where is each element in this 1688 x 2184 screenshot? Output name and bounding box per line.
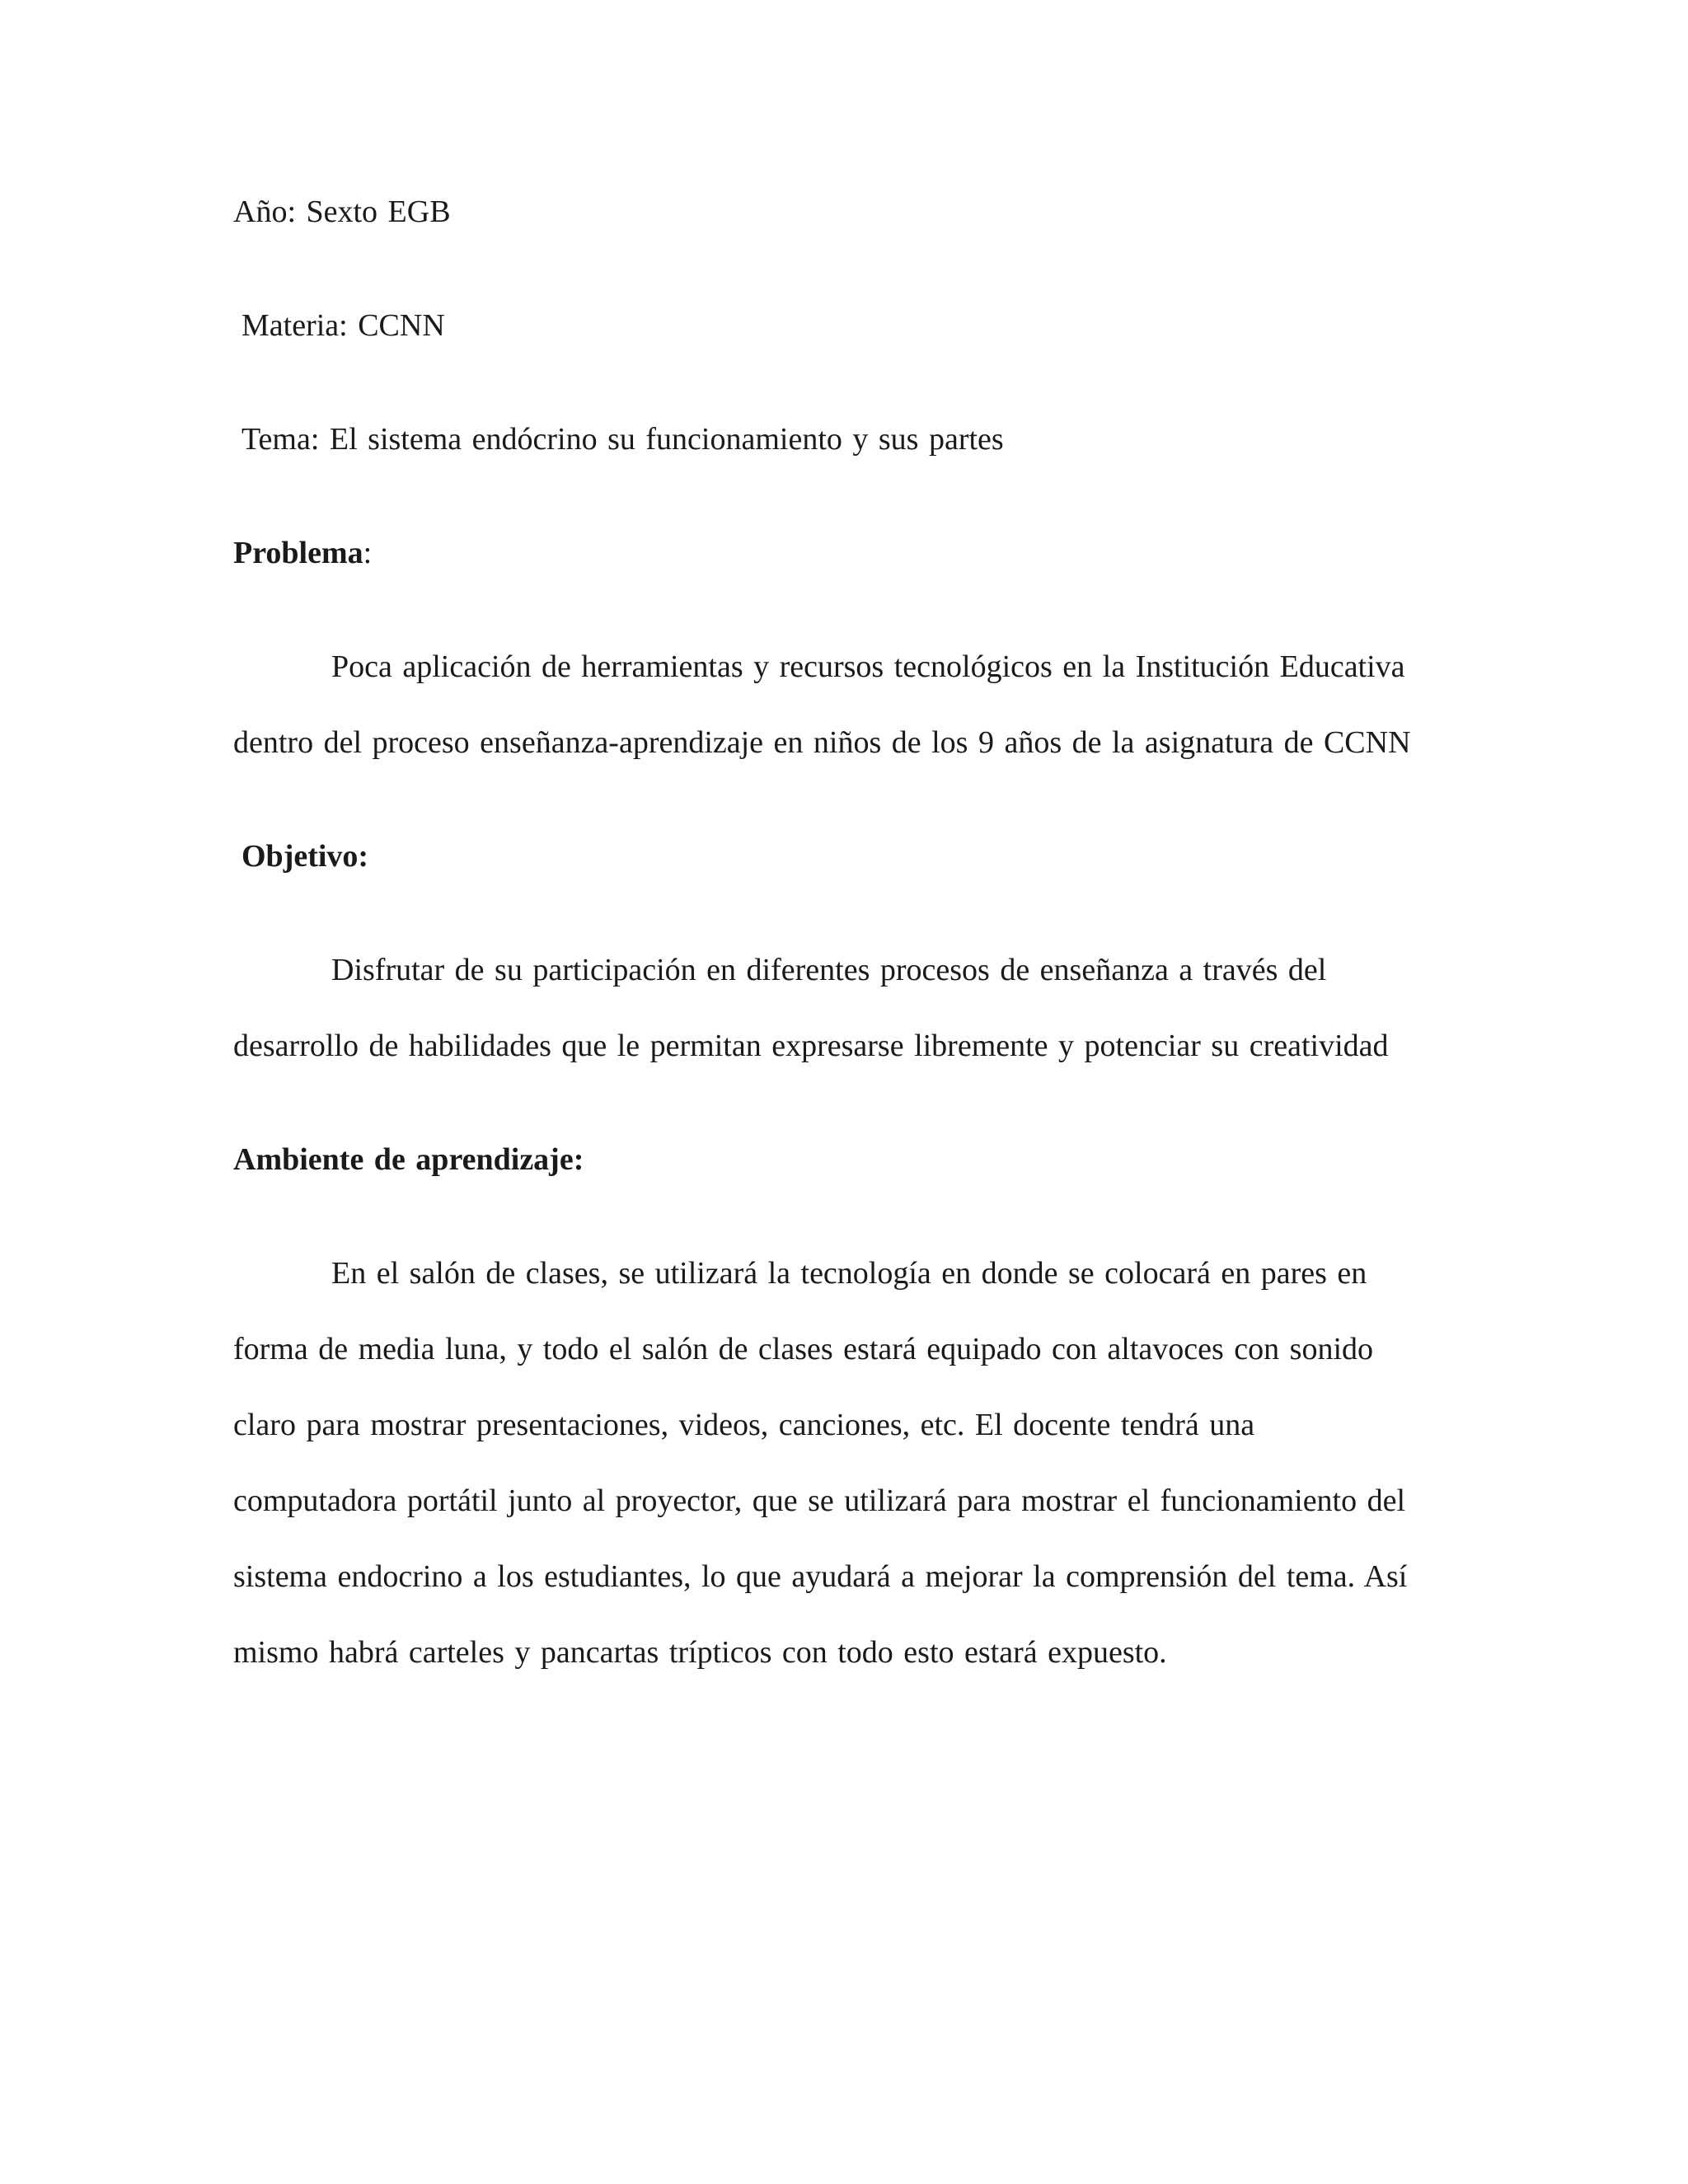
ambiente-line-3: claro para mostrar presentaciones, videos, canciones, etc. El docente tendrá una	[233, 1408, 1255, 1442]
topic-line: Tema: El sistema endócrino su funcionamiento y sus partes	[241, 422, 1004, 457]
problema-heading-label: Problema	[233, 536, 363, 570]
problema-line-1: Poca aplicación de herramientas y recursos tecnológicos en la Institución Educativa	[331, 649, 1405, 684]
ambiente-line-2: forma de media luna, y todo el salón de clases estará equipado con altavoces con sonido	[233, 1332, 1373, 1366]
objetivo-line-1: Disfrutar de su participación en diferentes procesos de enseñanza a través del	[331, 953, 1327, 987]
problema-heading	[233, 534, 372, 572]
subject-line: Materia: CCNN	[241, 308, 445, 343]
ambiente-line-1: En el salón de clases, se utilizará la tecnología en donde se colocará en pares en	[331, 1256, 1367, 1291]
year-line: Año: Sexto EGB	[233, 194, 451, 229]
problema-line-2: dentro del proceso enseñanza-aprendizaje en niños de los 9 años de la asignatura de CCNN	[233, 725, 1411, 760]
problema-heading-colon: :	[363, 536, 373, 570]
ambiente-heading: Ambiente de aprendizaje:	[233, 1142, 584, 1177]
objetivo-heading: Objetivo:	[241, 839, 369, 874]
ambiente-line-4: computadora portátil junto al proyector, que se utilizará para mostrar el funcionamiento del	[233, 1483, 1406, 1518]
ambiente-line-6: mismo habrá carteles y pancartas trípticos con todo esto estará expuesto.	[233, 1635, 1167, 1670]
objetivo-line-2: desarrollo de habilidades que le permitan expresarse libremente y potenciar su creatividad	[233, 1029, 1389, 1063]
ambiente-line-5: sistema endocrino a los estudiantes, lo que ayudará a mejorar la comprensión del tema. Así	[233, 1559, 1408, 1594]
